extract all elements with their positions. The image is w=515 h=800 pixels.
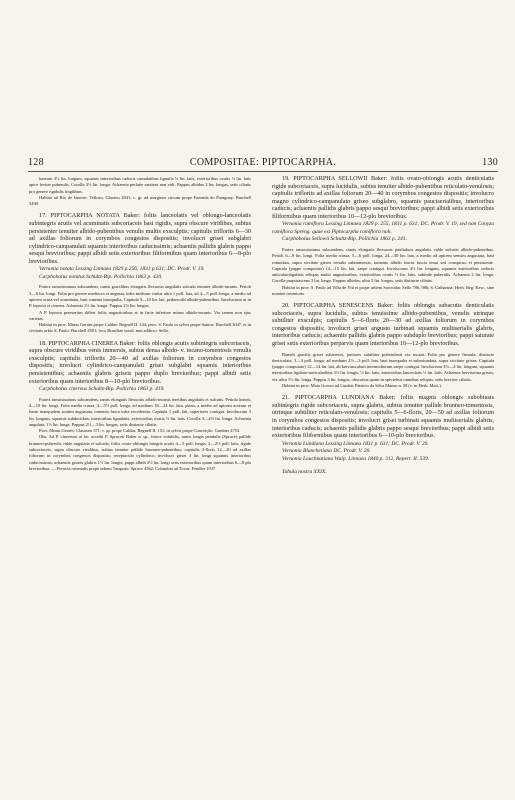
species-entry: 19. PIPTOCARPHA SELLOWII Baker: foliis ovato-oblongis acutis denticulatis rigide subcoriaceis, supra lucidulis, subtus tenuiter albido-pubentibus reticulato-venulosis; capitulis triflorits ad axillas foliorum 20—40 in corymbos congestos dispositis; involucro magno cylindrico-campanulato griseo subglabro, squamis pauciserialibus, interioribus caducis; achaeniis pallidis glabris pappo sesqui brevioribus; pappi albidi setis exterioribus filiformibus quam interioribus 10—12-plo brevioribus. — [272, 176, 494, 220]
running-title: COMPOSITAE: PIPTOCARPHA. — [189, 157, 337, 168]
page-number-right: 130 — [482, 157, 498, 168]
description-paragraph: A P. leprosa praesertim differt foliis angustioribus et in facie inferiore minus albido-incanis. Vix tamen non ejus varietas. — [29, 309, 251, 321]
citation: Carphobolus notatus Schultz-Bip. Pollichia 1863 p. 420. — [39, 273, 163, 280]
description-paragraph: Obs. Ad P. cinereum ut hic accedit P. Spruceii Baker n. sp., frutex volubilis, ramis longis pendulis (Spruce) pallide brunneo-puberulis valde angulatis et sulcatis; foliis ovato-oblongis integris acutis 4—5 poll. longis, 2—2½ poll. latis, rigide subcoriaceis, supra obscure viridibus, subtus tenuiter pallide brunneo-pubentibus; capitulis 3-floris 12—20 ad axillas foliorum in corymbos congestos dispositis; receptaculo cylindrico; involucri grisei 3 lin. longi squamis interioribus caducissimis; achaeniis griseis glabris 1½ lin. longis; pappi albidi 2½ lin. longi setis exterioribus quam interioribus 6—8-plo brevioribus. — Peruvia orientalis prope urbem Tarapoto: Spruce 4362; Columbia ad Tovar: Fendler 1037. — [29, 434, 251, 471]
description-paragraph: Prov. Minas Geraës: Claussen 371; c. gr. prope Caldas: Regnell II. 151; in sylvis prope Conceição: Gardner 4753. — [39, 428, 241, 434]
species-entry: 20. PIPTOCARPHA SENESCENS Baker: foliis oblongis subacutis denticulatis subcoriaceis, supra lucidulis, subtus tenuissime albido-pubentibus, venulis utrinque subtiliter exsculpis; capitulis 5—6-floris 20—30 ad axillas foliorum in corymbos congestos dispositis; involucri grisei angusto turbinati squamis multiserialis glabris, interioribus caducis; achaeniis pallidis glabris pappo subduplo brevioribus; pappi saturate grisei setis exterioribus perparvis quam interioribus 10—12-plo brevioribus. — [272, 303, 494, 348]
description-paragraph: Frutex ramosissimus subcandens, ramis elongatis flexuosis pauliulum angulatis valde sulcatis albido-pubentibus. Petioli 6—9 lin. longi. Folia media crassa, 5—6 poll. longa, 24—30 lin. lata, a medio ad apicem sensim angustata, basi rotundata, supra siccitate grisea venulis subimmersis, tomento albido fuscia fuscia tenui sed conspicuo et persistente. Capitula (pappo computato) 14—15 lin. lati, saepe contigui. Involucrum 4½ lin. longum, squamis interioribus caducis anticulatoligulatis reliquis multo angustioribus, exterioribus ovatis ½ lin. latis, subinde puberulis. Achaenia 2 lin. longa. Corolla purpurascens 3 lin. longa. Pappus albidus, ultra 3 lin. longus, setis distincte ciliatis. — [272, 246, 494, 284]
citation: Carphobolus cinereus Schultz-Bip. Pollichia 1863 p. 419. — [39, 386, 165, 393]
description-paragraph: Habitat ad Rio de Janeiro: Vellozo, Glaziou 2841; c. gr. ad margines circum prope Fazenda do Paraguay: Burchell 3490. — [29, 194, 251, 207]
citation: Vernonia Lundiana Lessing Linnaea 1831 p. 631; DC. Prodr. V. 20. — [282, 440, 429, 447]
citation: Vernonia notata Lessing Linnaea 1829 p.256, 1831 p.631; DC. Prodr. V. 19. — [39, 266, 205, 273]
description-paragraph: Habitat in prov. S. Paulo ad Villa de Ytú et prope urbem Sorocaba: Sello 786, 986; S. Catharina: Herb. Reg. Kew., sine nomine inventoris. — [272, 284, 494, 296]
description-paragraph: luneum 3½ lin. longum, squamis interioribus caducis cumulatibus lignulis ⅓ lin. latis, exterioribus ovatis ⅓ lin. latis apice leviter puberulis. Corolla 3½ lin. longa. Achaenia perlatte sanitera non vidi. Pappus albidus 2 lin. longus, setis ciliatis pro genere rigidulis fragilibus. — [29, 176, 251, 194]
page-number-left: 128 — [28, 157, 44, 168]
citation: Vernonia Blanchetiana DC. Prodr. V. 20. — [282, 448, 371, 455]
description-paragraph: Frutex ramosissimus subcandens, ramis elongatis flexuosis albido-incanis teretibus angulatis et sulcatis. Petiola lineati, 4—10 lin. longi. Folia media crassa, 4—5½ poll. longa, ad medium 18—24 lin. lata, plana, a medio ad apicem acutum et basin inaequalem acutim angustata, tomento fusca infra excedentia. Capitula 1 poll. lati, superiores contigui. Involucrum 3 lin. longum, squamis subdeciduis; interioribus lignulatis, exterioribus ovatis ⅓ lin. latis. Corolla 3—4½ lin. longa. Achaenia angulata, 1⅓ lin. longa. Pappus 2½—3 lin. longus, setis distincte ciliatis. — [29, 396, 251, 427]
citation: Carphobolus Sellowii Schultz-Bip. Pollichia 1863 p. 241. — [282, 236, 407, 243]
species-entry: 17. PIPTOCARPHA NOTATA Baker: foliis lanceolatis vel oblongo-lanceolatis subintegris acutis vel acuminatis subcoriaceis basi rigidis, supra obscure viridibus, subtus persistenter tenuiter albido-pubentibus venulis multis exsculptis; capitulis triflorits 6—30 ad axillas foliorum in corymbos congestos dispositis; involucri grisei subglabri cylindrico-campanulati squamis interioribus caducissimis; achaeniis pallidis glabris pappo sesqui brevioribus; pappi albidi setis exterioribus filiformibus quam interioribus 6—8-plo brevioribus. — [29, 213, 251, 265]
description-paragraph: Frutex ramosissimus subcandens, ramis gracilibus elongatis flexuosis angulatis sulcatis tenuiter albido-incanis. Petioli 3—6 lin. longi. Folia pro genere mediocra et angusta, infra medium varius ultra 1 poll. lata, ad 4—5 poll. longa, a medio ad apicem acuta vel acuminata, basi cuneata inaequalia. Capitula 9—10 lin. lati, pedunculis albido-pubentibus. Involucrum ut in P. leprosa et cinerea. Achaenia 1½ lin. longa. Pappus 2½ lin. longus. — [29, 284, 251, 309]
species-entry: 21. PIPTOCARPHA LUNDIANA Baker: foliis magnis oblongis subobtusis subintegris rigide subcoriaceis, supra glabris, subtus tenuiter pallide brunneo-tomentosis, utrinque subtiliter reticulato-venulosis; capitulis 5—6-floris, 20—50 ad axillas foliorum in corymbos congestos dispositis; involucri grisei turbinati squamis multiserialis glabris, interioribus caducis; achaeniis pallidis glabris pappo sesqui brevioribus; pappi albidi setis exterioribus filiformibus quam interioribus 6—10-plo brevioribus. — [272, 395, 494, 440]
header-rule — [28, 171, 498, 172]
left-column — [29, 176, 251, 776]
description-paragraph: Habitat in prov. Minas Geraës prope Caldas: Regnell II. 144; prov. S. Paulo in sylvis prope Santos: Burchell 3047, et in civitatis urbis S. Paulo: Burchell 4501; loco Brasiliae sorsil. non addicto: Sello. — [29, 322, 251, 334]
citation: Tabula nostra XXIX. — [282, 469, 327, 476]
description-paragraph: Rameli gracilis grisei subteretes, juniores subtiliter puberulenti vix incani. Folia pro genere firmula, distincte denticulata, 3—4 poll. longa, ad medium 2½—3 poll. lata, basi inaequalia et subrotundata, supra siccitate grisea. Capitula (pappo computato) 12—14 lin. lati, ab breviusculum internodiorum saepe contigui. Involucrum 3½—4 lin. longum, squamis interioribus ligulato-navicularibus 3½ lin. longis, ⅓ lin. latis, interioribus lanceolatis ⅓ lin. latis. Achaenia brevissima griseo, vix ultra 1½ lin. longa. Pappus 3 lin. longus, obscurius quam in speciebus omnibus reliquis, setis breviter ciliatis. — [272, 351, 494, 382]
description-paragraph: Habitat in prov. Mato Grosso ad Cuiabá: Patricio da Silva Manso n. 38 (v. in Herb. Mart.). — [282, 383, 442, 389]
citation: Vernonia Lauchnatiana Walp. Linnaea 1840 p. 312, Repert. II. 539. — [282, 455, 430, 462]
right-column — [272, 176, 494, 776]
page-header — [28, 157, 498, 171]
species-entry: 18. PIPTOCARPHA CINEREA Baker: foliis oblongis acutis subintegris subcoriaceis, supra obscure viridibus venis immersis, subtus densa albido- v. incano-tomentosis venulis exsculptis; capitulis triflorits 20—40 ad axillas foliorum in corymbos congestos dispositis; involucri cylindrico-campanulati grisei subglabri squamis interioribus persistentibus; achaeniis glabris griseis pappo duplo brevioribus; pappi albidi setis exterioribus quam interioribus 8—10-plo brevioribus. — [29, 340, 251, 385]
citation: Vernonia ramiflora Lessing Linnaea 1829 p. 255, 1831 p. 631; DC. Prodr. V. 19, sed non Conyza ramiflora Spreng. quae est Piptocarpha ramiflora nob. — [272, 221, 494, 235]
